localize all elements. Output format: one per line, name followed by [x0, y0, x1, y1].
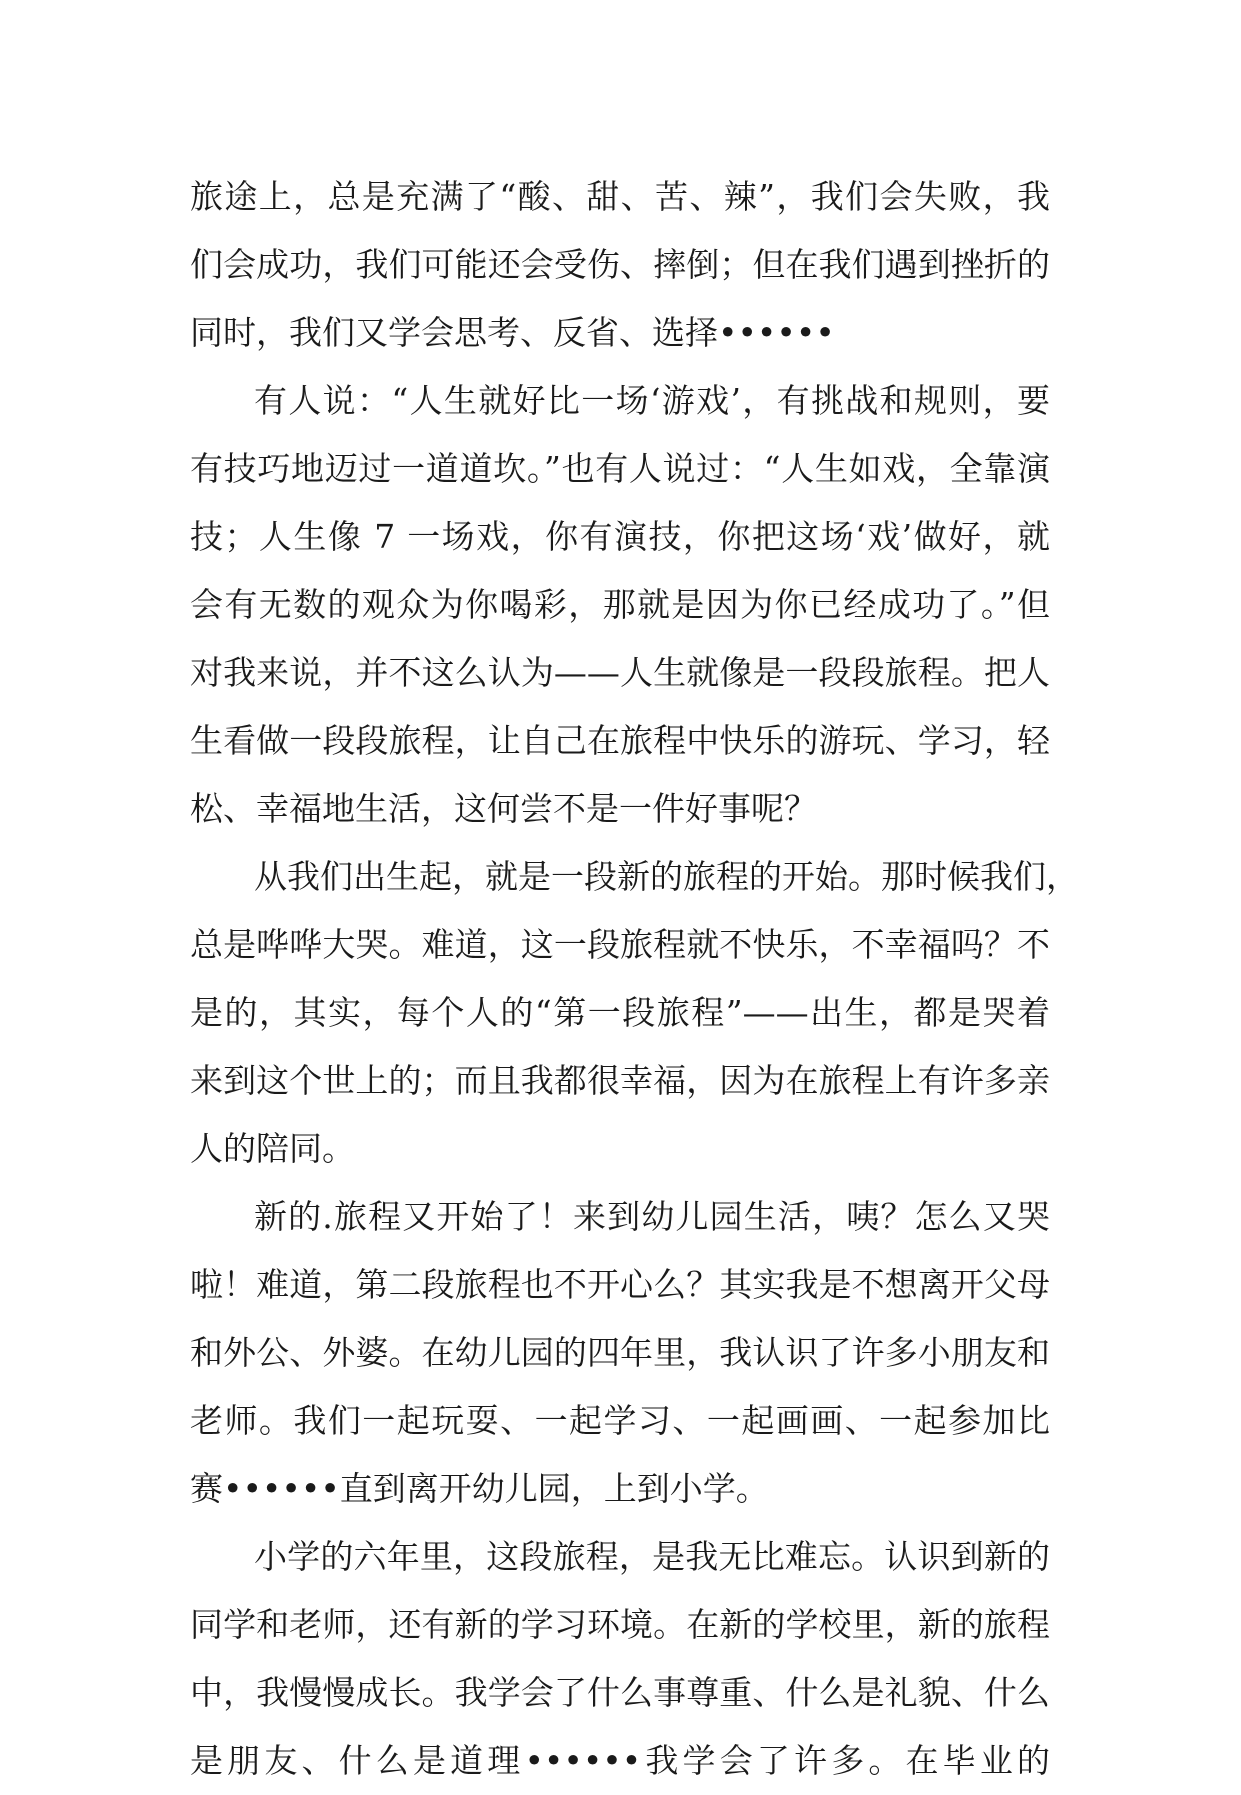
text-line: 是的，其实，每个人的“第一段旅程”——出生，都是哭着 — [190, 993, 1050, 1032]
text-line: 同学和老师，还有新的学习环境。在新的学校里，新的旅程 — [190, 1605, 1050, 1644]
paragraph-first-line: 新的.旅程又开始了！来到幼儿园生活，咦？怎么又哭 — [254, 1197, 1050, 1236]
paragraph-first-line: 小学的六年里，这段旅程，是我无比难忘。认识到新的 — [254, 1537, 1050, 1576]
text-line: 有技巧地迈过一道道坎。”也有人说过：“人生如戏，全靠演 — [190, 449, 1050, 488]
text-line: 老师。我们一起玩耍、一起学习、一起画画、一起参加比 — [190, 1401, 1050, 1440]
text-line: 松、幸福地生活，这何尝不是一件好事呢？ — [190, 789, 817, 828]
body-text — [190, 163, 1079, 1795]
text-line: 们会成功，我们可能还会受伤、摔倒；但在我们遇到挫折的 — [190, 245, 1050, 284]
text-line: 啦！难道，第二段旅程也不开心么？其实我是不想离开父母 — [190, 1265, 1050, 1304]
text-line: 赛••••••直到离开幼儿园，上到小学。 — [190, 1469, 769, 1508]
text-line: 技；人生像 7 一场戏，你有演技，你把这场‘戏’做好，就 — [190, 517, 1050, 556]
text-line: 中，我慢慢成长。我学会了什么事尊重、什么是礼貌、什么 — [190, 1673, 1050, 1712]
text-line: 来到这个世上的；而且我都很幸福，因为在旅程上有许多亲 — [190, 1061, 1050, 1100]
text-line: 生看做一段段旅程，让自己在旅程中快乐的游玩、学习，轻 — [190, 721, 1050, 760]
text-line: 对我来说，并不这么认为——人生就像是一段段旅程。把人 — [190, 653, 1050, 692]
text-line: 会有无数的观众为你喝彩，那就是因为你已经成功了。”但 — [190, 585, 1050, 624]
text-line: 人的陪同。 — [190, 1129, 355, 1168]
text-line: 是朋友、什么是道理••••••我学会了许多。在毕业的 — [190, 1741, 1050, 1780]
text-line: 总是哗哗大哭。难道，这一段旅程就不快乐，不幸福吗？不 — [190, 925, 1050, 964]
text-line: 和外公、外婆。在幼儿园的四年里，我认识了许多小朋友和 — [190, 1333, 1050, 1372]
paragraph-first-line: 有人说：“人生就好比一场‘游戏’，有挑战和规则，要 — [254, 381, 1050, 420]
paragraph-first-line: 从我们出生起，就是一段新的旅程的开始。那时候我们， — [254, 857, 1079, 896]
text-line: 旅途上，总是充满了“酸、甜、苦、辣”，我们会失败，我 — [190, 177, 1050, 216]
text-line: 同时，我们又学会思考、反省、选择•••••• — [190, 313, 835, 352]
